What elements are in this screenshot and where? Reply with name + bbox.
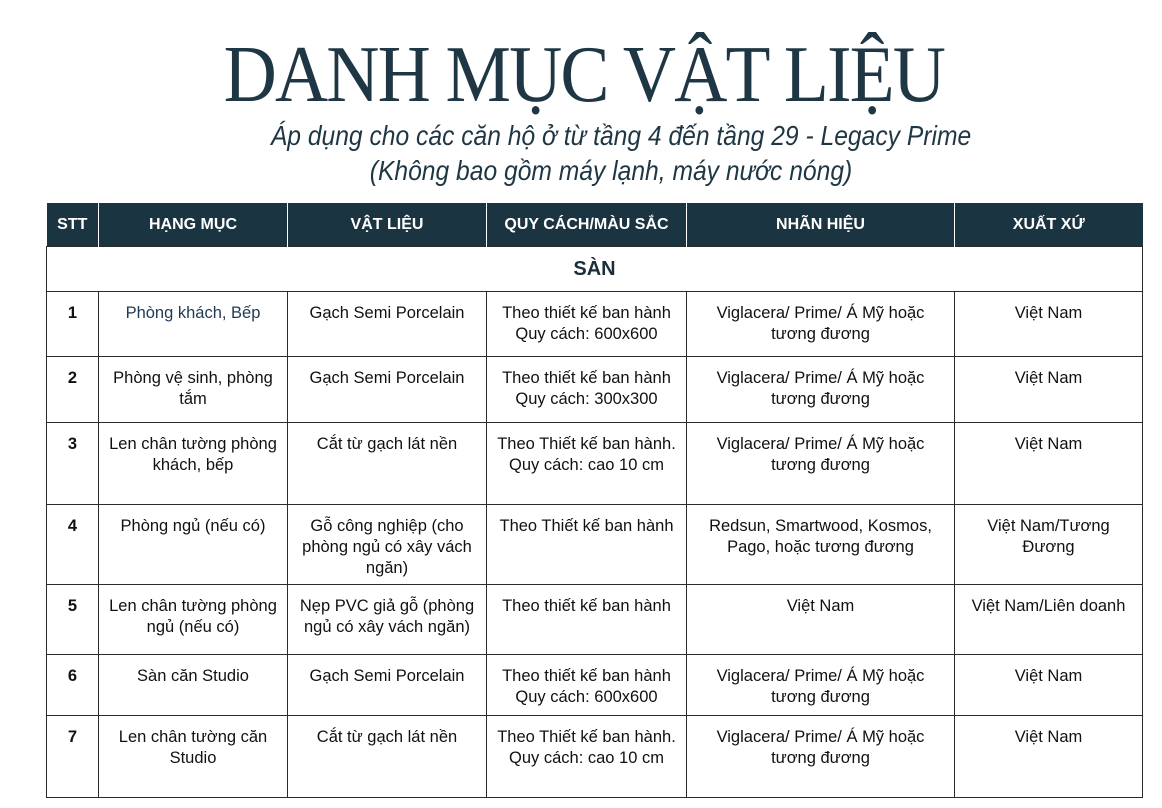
table-row [47, 716, 1143, 798]
cell-spec: Theo thiết kế ban hành Quy cách: 600x600 [487, 292, 687, 357]
cell-spec: Theo thiết kế ban hành [487, 585, 687, 655]
cell-brand: Viglacera/ Prime/ Á Mỹ hoặc tương đương [687, 655, 955, 716]
column-header-origin: XUẤT XỨ [955, 203, 1143, 247]
cell-material: Nẹp PVC giả gỗ (phòng ngủ có xây vách ngăn) [288, 585, 487, 655]
cell-item: Len chân tường căn Studio [99, 716, 288, 798]
page-title: DANH MỤC VẬT LIỆU [223, 31, 945, 119]
table-header-row [47, 203, 1143, 247]
cell-origin: Việt Nam [955, 292, 1143, 357]
cell-brand: Việt Nam [687, 585, 955, 655]
column-header-stt: STT [47, 203, 99, 247]
cell-origin: Việt Nam/Liên doanh [955, 585, 1143, 655]
cell-spec: Theo Thiết kế ban hành [487, 505, 687, 585]
cell-stt: 1 [47, 292, 99, 357]
section-row-floor [47, 247, 1143, 292]
cell-item: Phòng vệ sinh, phòng tắm [99, 357, 288, 423]
cell-stt: 4 [47, 505, 99, 585]
cell-stt: 5 [47, 585, 99, 655]
cell-brand: Viglacera/ Prime/ Á Mỹ hoặc tương đương [687, 423, 955, 505]
table-row [47, 505, 1143, 585]
column-header-item: HẠNG MỤC [99, 203, 288, 247]
table-row [47, 292, 1143, 357]
subtitle-scope: Áp dụng cho các căn hộ ở từ tầng 4 đến tầng 29 - Legacy Prime [270, 120, 972, 151]
cell-material: Gạch Semi Porcelain [288, 292, 487, 357]
materials-table [46, 203, 1143, 798]
cell-material: Gạch Semi Porcelain [288, 655, 487, 716]
table-row [47, 423, 1143, 505]
section-title: SÀN [47, 247, 1143, 292]
cell-stt: 2 [47, 357, 99, 423]
cell-material: Cắt từ gạch lát nền [288, 423, 487, 505]
cell-material: Gạch Semi Porcelain [288, 357, 487, 423]
cell-origin: Việt Nam [955, 655, 1143, 716]
cell-origin: Việt Nam/Tương Đương [955, 505, 1143, 585]
cell-spec: Theo Thiết kế ban hành. Quy cách: cao 10 cm [487, 716, 687, 798]
cell-material: Gỗ công nghiệp (cho phòng ngủ có xây vách ngăn) [288, 505, 487, 585]
cell-origin: Việt Nam [955, 716, 1143, 798]
column-header-brand: NHÃN HIỆU [687, 203, 955, 247]
cell-origin: Việt Nam [955, 423, 1143, 505]
cell-stt: 3 [47, 423, 99, 505]
column-header-material: VẬT LIỆU [288, 203, 487, 247]
cell-brand: Redsun, Smartwood, Kosmos, Pago, hoặc tương đương [687, 505, 955, 585]
cell-brand: Viglacera/ Prime/ Á Mỹ hoặc tương đương [687, 716, 955, 798]
cell-item: Phòng khách, Bếp [99, 292, 288, 357]
table-row [47, 655, 1143, 716]
cell-spec: Theo thiết kế ban hành Quy cách: 600x600 [487, 655, 687, 716]
cell-stt: 7 [47, 716, 99, 798]
cell-spec: Theo thiết kế ban hành Quy cách: 300x300 [487, 357, 687, 423]
cell-stt: 6 [47, 655, 99, 716]
cell-item: Len chân tường phòng ngủ (nếu có) [99, 585, 288, 655]
cell-brand: Viglacera/ Prime/ Á Mỹ hoặc tương đương [687, 292, 955, 357]
cell-origin: Việt Nam [955, 357, 1143, 423]
subtitle-exclusions: (Không bao gồm máy lạnh, máy nước nóng) [369, 155, 853, 186]
cell-item: Sàn căn Studio [99, 655, 288, 716]
cell-item: Phòng ngủ (nếu có) [99, 505, 288, 585]
cell-spec: Theo Thiết kế ban hành. Quy cách: cao 10 cm [487, 423, 687, 505]
table-row [47, 357, 1143, 423]
cell-brand: Viglacera/ Prime/ Á Mỹ hoặc tương đương [687, 357, 955, 423]
cell-material: Cắt từ gạch lát nền [288, 716, 487, 798]
table-row [47, 585, 1143, 655]
cell-item: Len chân tường phòng khách, bếp [99, 423, 288, 505]
column-header-spec: QUY CÁCH/MÀU SẮC [487, 203, 687, 247]
